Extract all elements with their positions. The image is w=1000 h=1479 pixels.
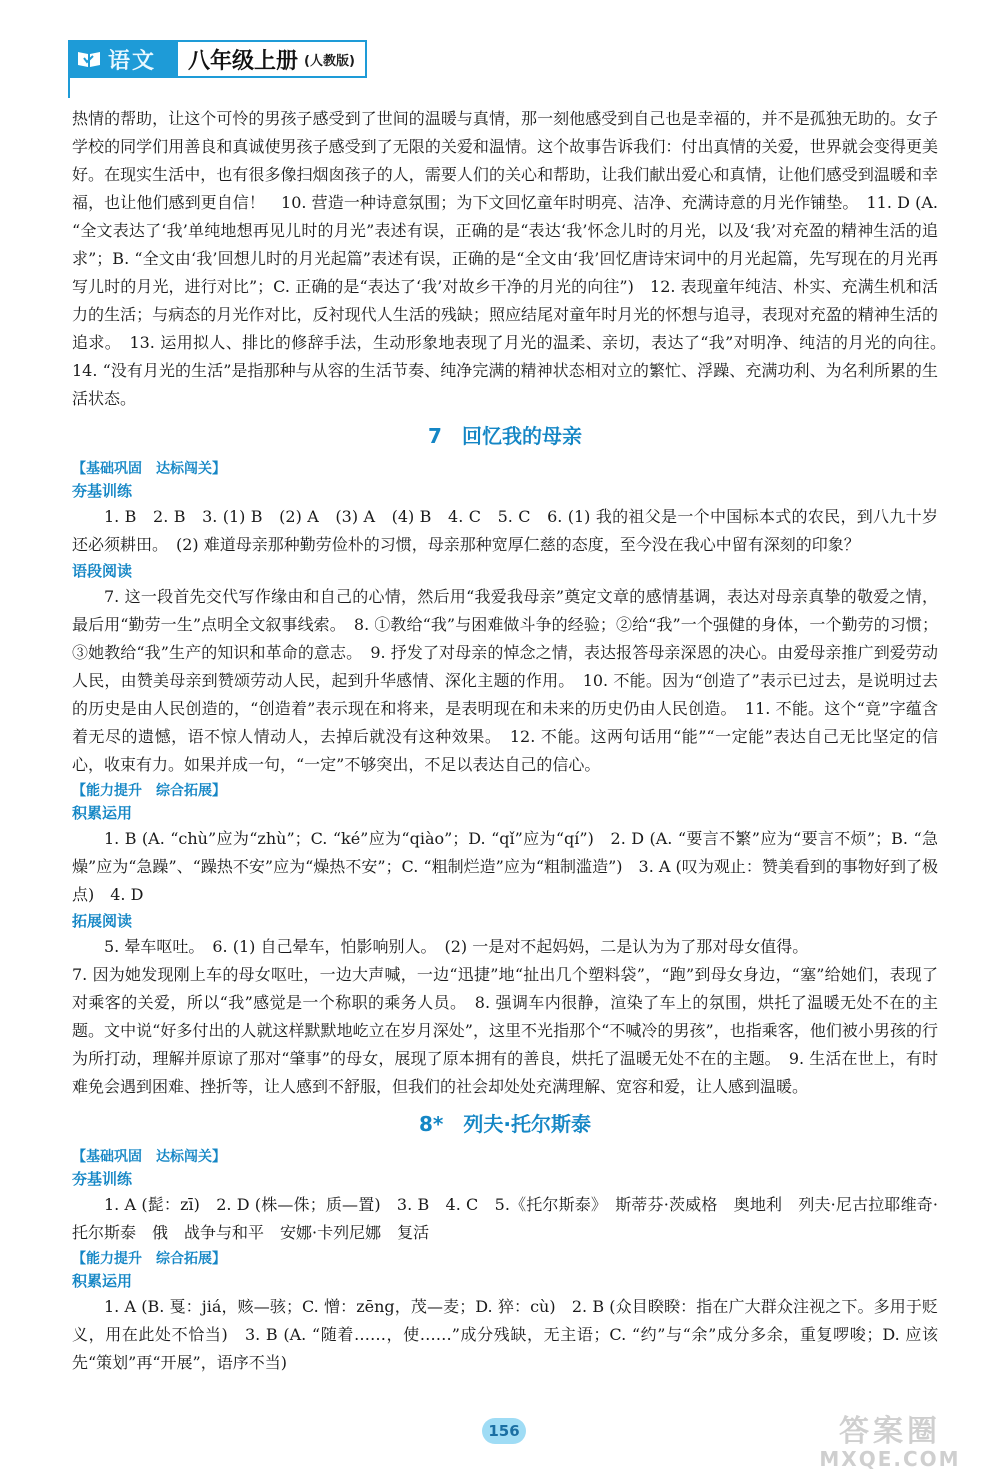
lesson7-answers-basic: 1. B 2. B 3. (1) B (2) A (3) A (4) B 4. C 5. C 6. (1) 我的祖父是一个中国标本式的农民，到八九十岁还必须耕田。 (2) 难道母亲那种勤劳俭朴的习惯，母亲那种宽厚仁慈的态度，至今没在我心中留有深刻的印象？ xyxy=(72,507,938,554)
lesson8-tag-basic: 【基础巩固 达标闯关】 xyxy=(72,1149,226,1165)
lesson8-answers-accumulation: 1. A (B. 戛：jiá，赅—骇；C. 憎：zēng，茂—麦；D. 猝：cù) 2. B (众目睽睽：指在广大群众注视之下。多用于贬义，用在此处不恰当) 3. B (A. “随着……，使……”成分残缺，无主语；C. “约”与“余”成分多余，重复啰唆；D. 应该先“策划”再“开展”，语序不当) xyxy=(72,1297,938,1372)
lesson7-answers-reading: 7. 这一段首先交代写作缘由和自己的心情，然后用“我爱我母亲”奠定文章的感情基调，表达对母亲真挚的敬爱之情，最后用“勤劳一生”点明全文叙事线索。 8. ①教给“我”与困难做斗争的经验；②给“我”一个强健的身体，一个勤劳的习惯；③她教给“我”生产的知识和革命的意志。 9. 抒发了对母亲的悼念之情，表达报答母亲深恩的决心。由爱母亲推广到爱劳动人民，由赞美母亲到赞颂劳动人民，起到升华感情、深化主题的作用。 10. 不能。因为“创造了”表示已过去，是说明过去的历史是由人民创造的，“创造着”表示现在和将来，是表明现在和未来的历史仍由人民创造。 11. 不能。这个“竟”字蕴含着无尽的遗憾，语不惊人情动人，去掉后就没有这种效果。 12. 不能。这两句话用“能”“一定能”表达自己无比坚定的信心，收束有力。如果并成一句，“一定”不够突出，不足以表达自己的信心。 xyxy=(72,587,938,774)
page-content xyxy=(72,105,955,1377)
watermark-text: 答案圈 xyxy=(839,1414,941,1449)
watermark-url: MXQE.COM xyxy=(819,1447,961,1471)
lesson7-title: 7 回忆我的母亲 xyxy=(428,424,582,448)
lesson8-tag-advanced: 【能力提升 综合拓展】 xyxy=(72,1251,226,1267)
page-header xyxy=(68,40,367,78)
lesson7-sub-extended: 拓展阅读 xyxy=(72,912,133,930)
header-divider xyxy=(68,78,70,98)
page-number: 156 xyxy=(482,1418,526,1444)
watermark-logo xyxy=(800,1412,980,1474)
header-title-box xyxy=(178,40,367,78)
lesson7-answers-accumulation: 1. B (A. “chù”应为“zhù”；C. “ké”应为“qiào”；D. “qǐ”应为“qí”) 2. D (A. “要言不繁”应为“要言不烦”；B. “急燥”应为“急躁”、“躁热不安”应为“燥热不安”；C. “粗制烂造”应为“粗制滥造”) 3. A (叹为观止：赞美看到的事物好到了极点) 4. D xyxy=(72,829,938,904)
lesson7-answers-extended-2: 7. 因为她发现刚上车的母女呕吐，一边大声喊，一边“迅捷”地“扯出几个塑料袋”，“跑”到母女身边，“塞”给她们，表现了对乘客的关爱，所以“我”感觉是一个称职的乘务人员。 8. 强调车内很静，渲染了车上的氛围，烘托了温暖无处不在的主题。文中说“好多付出的人就这样默默地屹立在岁月深处”，这里不光指那个“不喊冷的男孩”，也指乘客，他们被小男孩的行为所打动，理解并原谅了那对“肇事”的母女，展现了原本拥有的善良，烘托了温暖无处不在的主题。 9. 生活在世上，有时难免会遇到困难、挫折等，让人感到不舒服，但我们的社会却处处充满理解、宽容和爱，让人感到温暖。 xyxy=(72,965,938,1096)
header-subject: 语文 xyxy=(108,48,157,74)
book-icon xyxy=(76,49,102,69)
lesson7-sub-accumulation: 积累运用 xyxy=(72,804,133,822)
lesson7-tag-advanced: 【能力提升 综合拓展】 xyxy=(72,783,226,799)
header-grade: 八年级上册 xyxy=(188,48,299,74)
subject-badge xyxy=(68,40,178,78)
header-edition: (人教版) xyxy=(304,53,355,69)
lesson8-answers-basic: 1. A (髭：zī) 2. D (株—侏；质—置) 3. B 4. C 5.《托尔斯泰》 斯蒂芬·茨威格 奥地利 列夫·尼古拉耶维奇·托尔斯泰 俄 战争与和平 安娜·卡列尼娜 复活 xyxy=(72,1195,938,1242)
lesson7-answers-extended-1: 5. 晕车呕吐。 6. (1) 自己晕车，怕影响别人。 (2) 一是对不起妈妈，二是认为为了那对母女值得。 xyxy=(104,937,809,956)
intro-paragraph: 热情的帮助，让这个可怜的男孩子感受到了世间的温暖与真情，那一刻他感受到自己也是幸福的，并不是孤独无助的。女子学校的同学们用善良和真诚使男孩子感受到了无限的关爱和温情。这个故事告诉我们：付出真情的关爱，世界就会变得更美好。在现实生活中，也有很多像扫烟囱孩子的人，需要人们的关心和帮助，让我们献出爱心和真情，让他们感受到温暖和幸福，也让他们感到更自信！ 10. 营造一种诗意氛围；为下文回忆童年时明亮、洁净、充满诗意的月光作铺垫。 11. D (A. “全文表达了‘我’单纯地想再见儿时的月光”表述有误，正确的是“表达‘我’怀念儿时的月光，以及‘我’对充盈的精神生活的追求”；B. “全文由‘我’回想儿时的月光起篇”表述有误，正确的是“全文由‘我’回忆唐诗宋词中的月光起篇，先写现在的月光再写儿时的月光，进行对比”；C. 正确的是“表达了‘我’对故乡干净的月光的向往”) 12. 表现童年纯洁、朴实、充满生机和活力的生活；与病态的月光作对比，反衬现代人生活的残缺；照应结尾对童年时月光的怀想与追寻，表现对充盈的精神生活的追求。 13. 运用拟人、排比的修辞手法，生动形象地表现了月光的温柔、亲切，表达了“我”对明净、纯洁的月光的向往。 14. “没有月光的生活”是指那种与从容的生活节奏、纯净完满的精神状态相对立的繁忙、浮躁、充满功利、为名利所累的生活状态。 xyxy=(72,109,955,408)
lesson8-sub-training: 夯基训练 xyxy=(72,1170,133,1188)
lesson7-tag-basic: 【基础巩固 达标闯关】 xyxy=(72,461,226,477)
lesson8-sub-accumulation: 积累运用 xyxy=(72,1272,133,1290)
lesson7-sub-reading: 语段阅读 xyxy=(72,562,133,580)
lesson8-title: 8* 列夫·托尔斯泰 xyxy=(419,1112,591,1136)
lesson7-sub-training: 夯基训练 xyxy=(72,482,133,500)
